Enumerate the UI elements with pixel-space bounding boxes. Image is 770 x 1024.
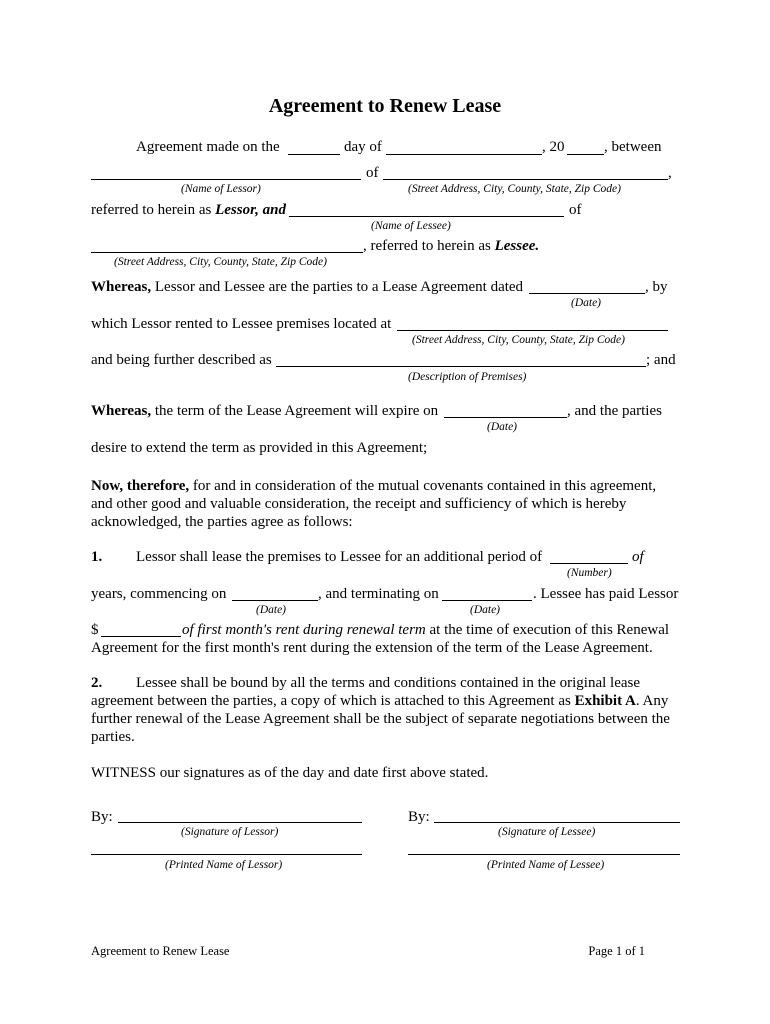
year-prefix: , 20 (542, 139, 565, 155)
signature-lessor-hint: (Signature of Lessor) (181, 826, 279, 838)
premises-text: which Lessor rented to Lessee premises located at (91, 316, 392, 332)
referred-lessee-text: , referred to herein as Lessee. (363, 238, 540, 254)
by-lessor-label: By: (91, 809, 113, 825)
of-text: of (366, 165, 379, 181)
years-commencing-text: years, commencing on (91, 586, 227, 602)
witness-text: WITNESS our signatures as of the day and date first above stated. (91, 765, 489, 781)
lessee-name-blank[interactable] (289, 216, 564, 217)
terminating-text: , and terminating on (318, 586, 439, 602)
by-text: , by (645, 279, 668, 295)
description-hint: (Description of Premises) (408, 371, 527, 383)
parties-text: , and the parties (567, 403, 662, 419)
expire-date-blank[interactable] (444, 417, 567, 418)
year-blank[interactable] (567, 154, 604, 155)
comma-text: , (668, 165, 672, 181)
lessee-address-blank[interactable] (91, 252, 363, 253)
described-text: and being further described as (91, 352, 272, 368)
name-of-lessor-hint: (Name of Lessor) (181, 183, 261, 195)
by-lessee-label: By: (408, 809, 430, 825)
signature-lessee-hint: (Signature of Lessee) (498, 826, 596, 838)
and-text: ; and (646, 352, 676, 368)
day-blank[interactable] (288, 154, 340, 155)
lessor-name-blank[interactable] (91, 179, 361, 180)
lessee-signature-line[interactable] (434, 822, 680, 823)
printed-name-lessee-hint: (Printed Name of Lessee) (487, 859, 605, 871)
between-text: , between (604, 139, 662, 155)
name-of-lessee-hint: (Name of Lessee) (371, 220, 451, 232)
referred-lessor-text: referred to herein as Lessor, and (91, 202, 286, 218)
lessor-address-blank[interactable] (383, 179, 668, 180)
lessee-address-hint: (Street Address, City, County, State, Zip Code) (114, 256, 327, 268)
document-title: Agreement to Renew Lease (268, 95, 502, 117)
terminate-date-blank[interactable] (442, 600, 532, 601)
footer-title: Agreement to Renew Lease (91, 944, 230, 958)
whereas-lease-text: Whereas, Lessor and Lessee are the parties to a Lease Agreement dated (91, 279, 524, 295)
clause-1-number: 1. (91, 549, 103, 565)
lease-date-hint: (Date) (571, 297, 602, 309)
lease-date-blank[interactable] (529, 293, 645, 294)
lessee-printed-name-line[interactable] (408, 854, 680, 855)
lessor-signature-line[interactable] (118, 822, 362, 823)
day-of-text: day of (344, 139, 382, 155)
commence-date-blank[interactable] (232, 600, 318, 601)
of-text-2: of (569, 202, 582, 218)
now-therefore-paragraph: Now, therefore, for and in consideration of the mutual covenants contained in this agreement, and other good and valuable consideration, the receipt and sufficiency of which is hereby acknowledged, the parties agree as follows: (91, 478, 657, 530)
premises-address-blank[interactable] (397, 330, 668, 331)
lessor-printed-name-line[interactable] (91, 854, 362, 855)
rent-paragraph: of first month's rent during renewal term at the time of execution of this Renewal Agreement for the first month's rent during the extension of the term of the Lease Agreement. (91, 622, 670, 656)
intro-text: Agreement made on the (136, 139, 280, 155)
whereas-expire-text: Whereas, the term of the Lease Agreement will expire on (91, 403, 439, 419)
number-hint: (Number) (567, 567, 612, 579)
month-blank[interactable] (386, 154, 542, 155)
dollar-sign: $ (91, 622, 99, 638)
terminate-date-hint: (Date) (470, 604, 501, 616)
desire-text: desire to extend the term as provided in this Agreement; (91, 440, 428, 456)
clause-2-paragraph: 2. Lessee shall be bound by all the terms and conditions contained in the original lease agreement between the parties, a copy of which is attached to this Agreement as Exhibit A. Any further renewal of the Lease Agreement shall be the subject of separate negotiations between the parties. (91, 675, 670, 745)
period-blank[interactable] (550, 563, 628, 564)
paid-lessor-text: . Lessee has paid Lessor (533, 586, 679, 602)
of-italic-text: of (632, 549, 644, 565)
expire-date-hint: (Date) (487, 421, 518, 433)
commence-date-hint: (Date) (256, 604, 287, 616)
premises-address-hint: (Street Address, City, County, State, Zip Code) (412, 334, 625, 346)
printed-name-lessor-hint: (Printed Name of Lessor) (165, 859, 283, 871)
clause-1-text: Lessor shall lease the premises to Lessee for an additional period of (136, 549, 543, 565)
lessor-address-hint: (Street Address, City, County, State, Zip Code) (408, 183, 621, 195)
page-number: Page 1 of 1 (588, 944, 645, 958)
description-blank[interactable] (276, 366, 646, 367)
